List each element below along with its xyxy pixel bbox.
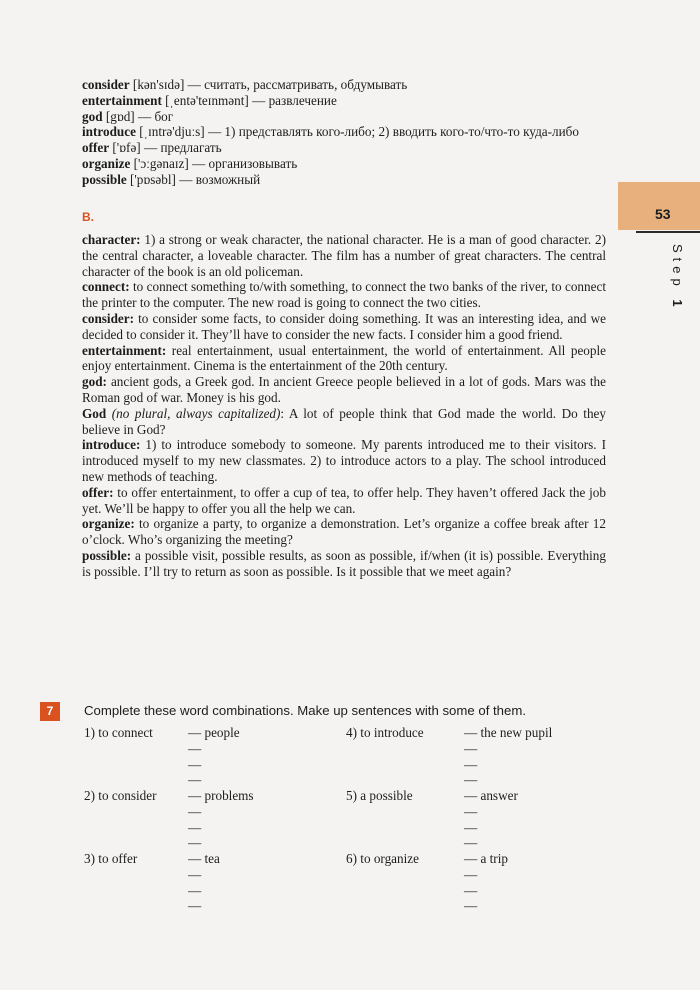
- answer-blank[interactable]: —: [188, 772, 202, 788]
- vocab-entry: [82, 109, 622, 125]
- answer-blank[interactable]: —: [188, 835, 202, 851]
- definition-text: to consider some facts, to consider doing something. It was an interesting idea, and we decided to consider it. They’ll have to consider the new facts. I consider him a good friend.: [82, 310, 606, 342]
- combination-phrase: 2) to consider: [84, 788, 157, 803]
- answer-blank[interactable]: —: [188, 740, 202, 756]
- answer-lines: [188, 851, 220, 914]
- definition-text: 1) a strong or weak character, the national character. He is a man of good character. 2) the central character, a loveable character. The film has a number of great characters. The central character of the book is an old policeman.: [82, 232, 606, 279]
- definition-word: God: [82, 405, 107, 421]
- answer-blank[interactable]: —: [188, 756, 202, 772]
- answer-lines: [464, 788, 518, 851]
- vocab-translation: [gɒd] — бог: [102, 108, 174, 124]
- vocabulary-list: [82, 77, 622, 188]
- definition-text: ancient gods, a Greek god. In ancient Greece people believed in a lot of gods. Mars was the Roman god of war. Money is his god.: [82, 374, 606, 405]
- definition-word: possible:: [82, 547, 132, 563]
- answer-blank[interactable]: —: [188, 882, 202, 898]
- combination-phrase: 6) to organize: [346, 851, 419, 866]
- vocab-translation: ['ɔːgənaɪz] — организовывать: [130, 155, 298, 171]
- answer-blank[interactable]: —: [464, 835, 478, 851]
- combination-block: [346, 851, 508, 914]
- vocab-entry: [82, 77, 622, 93]
- vocab-word: offer: [82, 140, 110, 156]
- definition-text: a possible visit, possible results, as soon as possible, if/when (it is) possible. Everything is possible. I’ll try to return as soon as possible. Is it possible that we meet again?: [82, 547, 606, 579]
- dash: —: [464, 725, 478, 740]
- combination-block: [84, 788, 254, 851]
- answer-blank[interactable]: —: [464, 882, 478, 898]
- combination-phrase: 4) to introduce: [346, 725, 424, 740]
- combination-example: answer: [480, 788, 518, 803]
- dash: —: [188, 851, 202, 866]
- definition-entry: [82, 374, 606, 406]
- definition-text: to offer entertainment, to offer a cup of tea, to offer help. They haven’t offered Jack the job yet. We’ll be happy to offer you all the help we can.: [82, 484, 606, 516]
- definition-word: offer:: [82, 484, 114, 500]
- definition-word: organize:: [82, 516, 135, 532]
- combination-block: [346, 788, 518, 851]
- exercise-instruction: Complete these word combinations. Make up sentences with some of them.: [84, 703, 527, 718]
- vocab-word: consider: [82, 77, 130, 92]
- vocab-entry: [82, 172, 622, 188]
- combination-example: tea: [204, 851, 220, 866]
- combination-block: [84, 851, 220, 914]
- dash: —: [464, 851, 478, 866]
- answer-lines: [464, 851, 508, 914]
- definition-word: entertainment:: [82, 342, 167, 358]
- definition-text: real entertainment, usual entertainment, the world of entertainment. All people enjoy entertainment. Cinema is the entertainment of the 20th century.: [82, 342, 606, 374]
- combination-phrase: 1) to connect: [84, 725, 153, 740]
- exercise-number-badge: 7: [40, 702, 60, 721]
- combination-example: the new pupil: [480, 725, 553, 740]
- dash: —: [188, 788, 202, 803]
- definition-entry: [82, 279, 606, 311]
- definition-word: connect:: [82, 279, 130, 295]
- section-b-heading: B.: [82, 210, 94, 224]
- answer-blank[interactable]: —: [188, 866, 202, 882]
- answer-blank[interactable]: —: [464, 740, 478, 756]
- page-number: 53: [655, 206, 671, 222]
- definition-word: character:: [82, 232, 141, 247]
- vocab-word: organize: [82, 155, 131, 171]
- definition-entry: [82, 516, 606, 548]
- vocab-entry: [82, 156, 622, 172]
- combination-example: problems: [204, 788, 254, 803]
- answer-lines: [464, 725, 552, 788]
- definition-word: introduce:: [82, 437, 141, 453]
- answer-lines: [188, 725, 240, 788]
- definition-text: : A lot of people think that God made the world. Do they believe in God?: [82, 405, 606, 437]
- definition-entry: [82, 311, 606, 343]
- definition-entry: [82, 343, 606, 375]
- combination-block: [346, 725, 552, 788]
- combination-example: a trip: [480, 851, 508, 866]
- vocab-word: possible: [82, 171, 127, 187]
- definition-entry: [82, 406, 606, 438]
- vocab-translation: ['pɒsəbl] — возможный: [126, 171, 261, 187]
- definition-text: to connect something to/with something, to connect the two banks of the river, to connect the printer to the computer. The new road is going to connect the two cities.: [82, 279, 606, 311]
- vocab-word: entertainment: [82, 92, 162, 108]
- answer-blank[interactable]: —: [464, 819, 478, 835]
- tab-divider: [636, 231, 700, 233]
- definition-entry: [82, 548, 606, 580]
- definition-entry: [82, 485, 606, 517]
- answer-blank[interactable]: —: [464, 756, 478, 772]
- definition-note: (no plural, always capitalized): [106, 405, 281, 421]
- definition-text: to organize a party, to organize a demonstration. Let’s organize a coffee break after 12 o’clock. Who’s organizing the meeting?: [82, 516, 606, 548]
- answer-blank[interactable]: —: [188, 898, 202, 914]
- answer-blank[interactable]: —: [188, 803, 202, 819]
- definition-word: consider:: [82, 310, 135, 326]
- answer-lines: [188, 788, 254, 851]
- answer-blank[interactable]: —: [464, 772, 478, 788]
- definition-word: god:: [82, 374, 107, 390]
- vocab-entry: [82, 124, 622, 140]
- answer-blank[interactable]: —: [464, 803, 478, 819]
- definitions-list: [82, 232, 606, 580]
- vocab-word: god: [82, 108, 103, 124]
- combination-block: [84, 725, 240, 788]
- answer-blank[interactable]: —: [464, 898, 478, 914]
- vocab-translation: ['ɒfə] — предлагать: [109, 140, 222, 156]
- combination-phrase: 5) a possible: [346, 788, 413, 803]
- dash: —: [188, 725, 202, 740]
- combination-phrase: 3) to offer: [84, 851, 138, 866]
- definition-entry: [82, 232, 606, 279]
- answer-blank[interactable]: —: [464, 866, 478, 882]
- answer-blank[interactable]: —: [188, 819, 202, 835]
- vocab-translation: [ˌɪntrə'djuːs] — 1) представлять кого-либо; 2) вводить кого-то/что-то куда-либо: [135, 124, 579, 140]
- step-word: Step: [670, 244, 685, 291]
- vocab-entry: [82, 140, 622, 156]
- vocab-translation: [ˌentə'teɪnmənt] — развлечение: [161, 92, 337, 108]
- vocab-entry: [82, 93, 622, 109]
- dash: —: [464, 788, 478, 803]
- definition-entry: [82, 437, 606, 484]
- vocab-translation: [kən'sɪdə] — считать, рассматривать, обдумывать: [129, 77, 408, 92]
- vocab-word: introduce: [82, 124, 136, 140]
- combination-example: people: [204, 725, 240, 740]
- definition-text: 1) to introduce somebody to someone. My parents introduced me to their visitors. I introduced myself to my new classmates. 2) to introduce actors to a play. The school introduced new methods of teaching.: [82, 437, 606, 484]
- step-number: 1: [670, 299, 685, 307]
- step-label: [670, 244, 685, 307]
